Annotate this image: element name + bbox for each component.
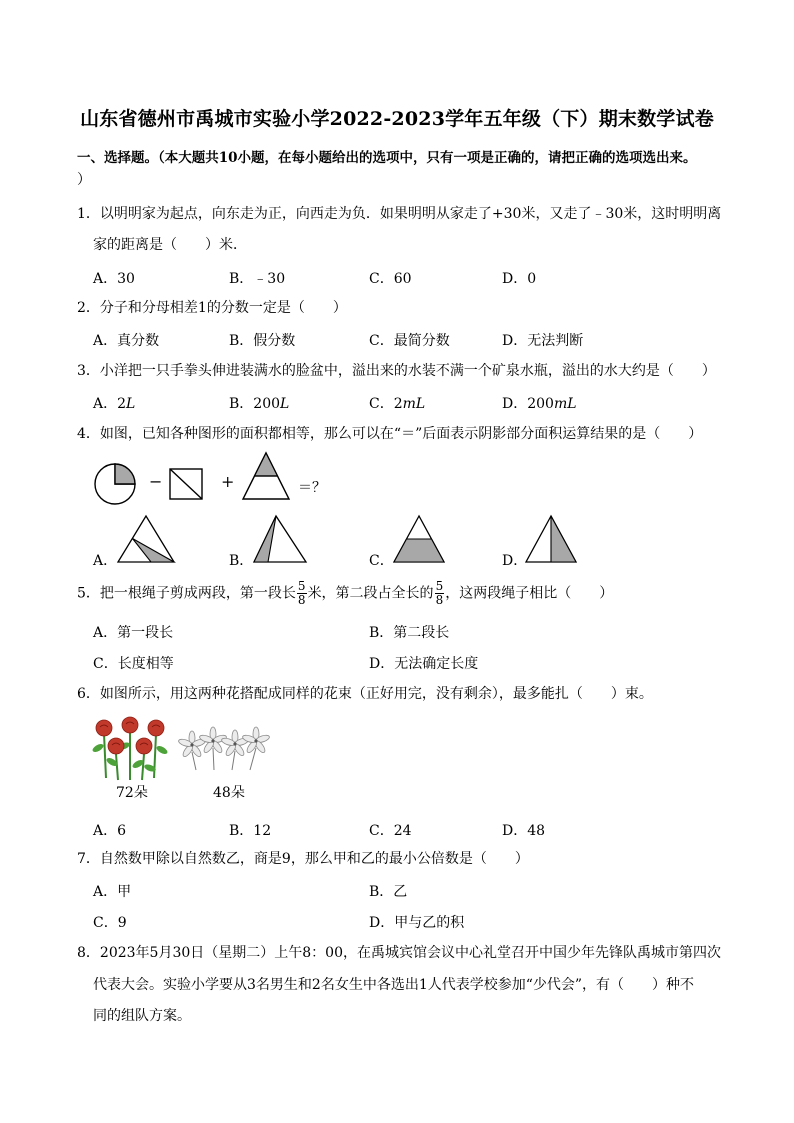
q2-option-c[interactable]: C．最简分数	[369, 333, 450, 349]
question-1-line-2: 家的距离是（ ）米．	[93, 237, 247, 253]
q4-option-d[interactable]: D．	[502, 553, 528, 569]
lily-count-label: 48朵	[213, 785, 245, 801]
q7-option-b[interactable]: B．乙	[369, 884, 408, 900]
question-4: 4．如图，已知各种图形的面积都相等，那么可以在“＝”后面表示阴影部分面积运算结果的是（ ）	[77, 426, 703, 442]
plus-sign: +	[221, 472, 235, 491]
question-5: 5．把一根绳子剪成两段，第一段长 $\frac{5}{8}$ 米，第二段占全长的 $\frac{5}{8}$ ，这两段绳子相比（ ）	[77, 579, 614, 607]
section-heading-tail: ）	[77, 172, 91, 188]
q5-option-c[interactable]: C．长度相等	[93, 656, 174, 672]
q7-option-d[interactable]: D．甲与乙的积	[369, 915, 465, 931]
q6-option-d[interactable]: D．48	[502, 823, 546, 839]
q2-option-a[interactable]: A．真分数	[93, 333, 160, 349]
q3-option-b[interactable]: B．200L	[229, 396, 290, 412]
q4-option-a-triangle	[116, 514, 176, 566]
q1-option-a[interactable]: A．30	[93, 271, 135, 287]
circle-with-quarter-cut-icon	[95, 464, 135, 504]
q7-option-c[interactable]: C．9	[93, 915, 127, 931]
q1-option-d[interactable]: D．0	[502, 271, 537, 287]
section-heading: 一、选择题。（本大题共10小题，在每小题给出的选项中，只有一项是正确的，请把正确的选项选出来。	[77, 150, 697, 166]
fraction-five-eighths: $\frac{5}{8}$	[297, 579, 306, 607]
question-8-line-1: 8．2023年5月30日（星期二）上午8：00，在禹城宾馆会议中心礼堂召开中国少年先锋队禹城市第四次	[77, 945, 721, 961]
lily-icon	[180, 727, 268, 771]
q5-option-b[interactable]: B．第二段长	[369, 625, 450, 641]
q3-option-d[interactable]: D．200mL	[502, 396, 577, 412]
question-3: 3．小洋把一只手拳头伸进装满水的脸盆中，溢出来的水装不满一个矿泉水瓶，溢出的水大约是（ ）	[77, 363, 716, 379]
q5-option-d[interactable]: D．无法确定长度	[369, 656, 479, 672]
question-1-line-1: 1．以明明家为起点，向东走为正，向西走为负．如果明明从家走了+30米，又走了﹣30米，这时明明离	[77, 206, 722, 222]
equals-question: ＝？	[298, 480, 326, 496]
q3-option-a[interactable]: A．2L	[93, 396, 136, 412]
q4-option-c[interactable]: C．	[369, 553, 394, 569]
square-diagonal-icon	[170, 469, 202, 499]
rose-icon	[92, 714, 172, 782]
page-title: 山东省德州市禹城市实验小学2022-2023学年五年级（下）期末数学试卷	[80, 108, 714, 130]
q4-option-a[interactable]: A．	[93, 553, 118, 569]
q2-option-d[interactable]: D．无法判断	[502, 333, 584, 349]
fraction-five-eighths-2: $\frac{5}{8}$	[435, 579, 444, 607]
question-6: 6．如图所示，用这两种花搭配成同样的花束（正好用完，没有剩余），最多能扎（ ）束。	[77, 686, 653, 702]
q6-option-a[interactable]: A．6	[93, 823, 127, 839]
question-8-line-3: 同的组队方案。	[93, 1008, 191, 1024]
q1-option-b[interactable]: B．﹣30	[229, 271, 286, 287]
q4-option-b[interactable]: B．	[229, 553, 254, 569]
q6-option-b[interactable]: B．12	[229, 823, 272, 839]
q4-option-d-triangle	[524, 514, 580, 566]
q3-option-c[interactable]: C．2mL	[369, 396, 426, 412]
q1-option-c[interactable]: C．60	[369, 271, 412, 287]
minus-sign: −	[149, 472, 163, 491]
question-7: 7．自然数甲除以自然数乙，商是9，那么甲和乙的最小公倍数是（ ）	[77, 851, 529, 867]
question-8-line-2: 代表大会。实验小学要从3名男生和2名女生中各选出1人代表学校参加“少代会”，有（ ）种不	[93, 977, 695, 993]
rose-count-label: 72朵	[116, 785, 148, 801]
q5-option-a[interactable]: A．第一段长	[93, 625, 174, 641]
q6-option-c[interactable]: C．24	[369, 823, 412, 839]
q7-option-a[interactable]: A．甲	[93, 884, 132, 900]
q2-option-b[interactable]: B．假分数	[229, 333, 296, 349]
q4-option-c-triangle	[392, 514, 448, 566]
q4-option-b-triangle	[252, 514, 308, 566]
question-2: 2．分子和分母相差1的分数一定是（ ）	[77, 300, 347, 316]
triangle-midline-icon	[243, 453, 289, 499]
